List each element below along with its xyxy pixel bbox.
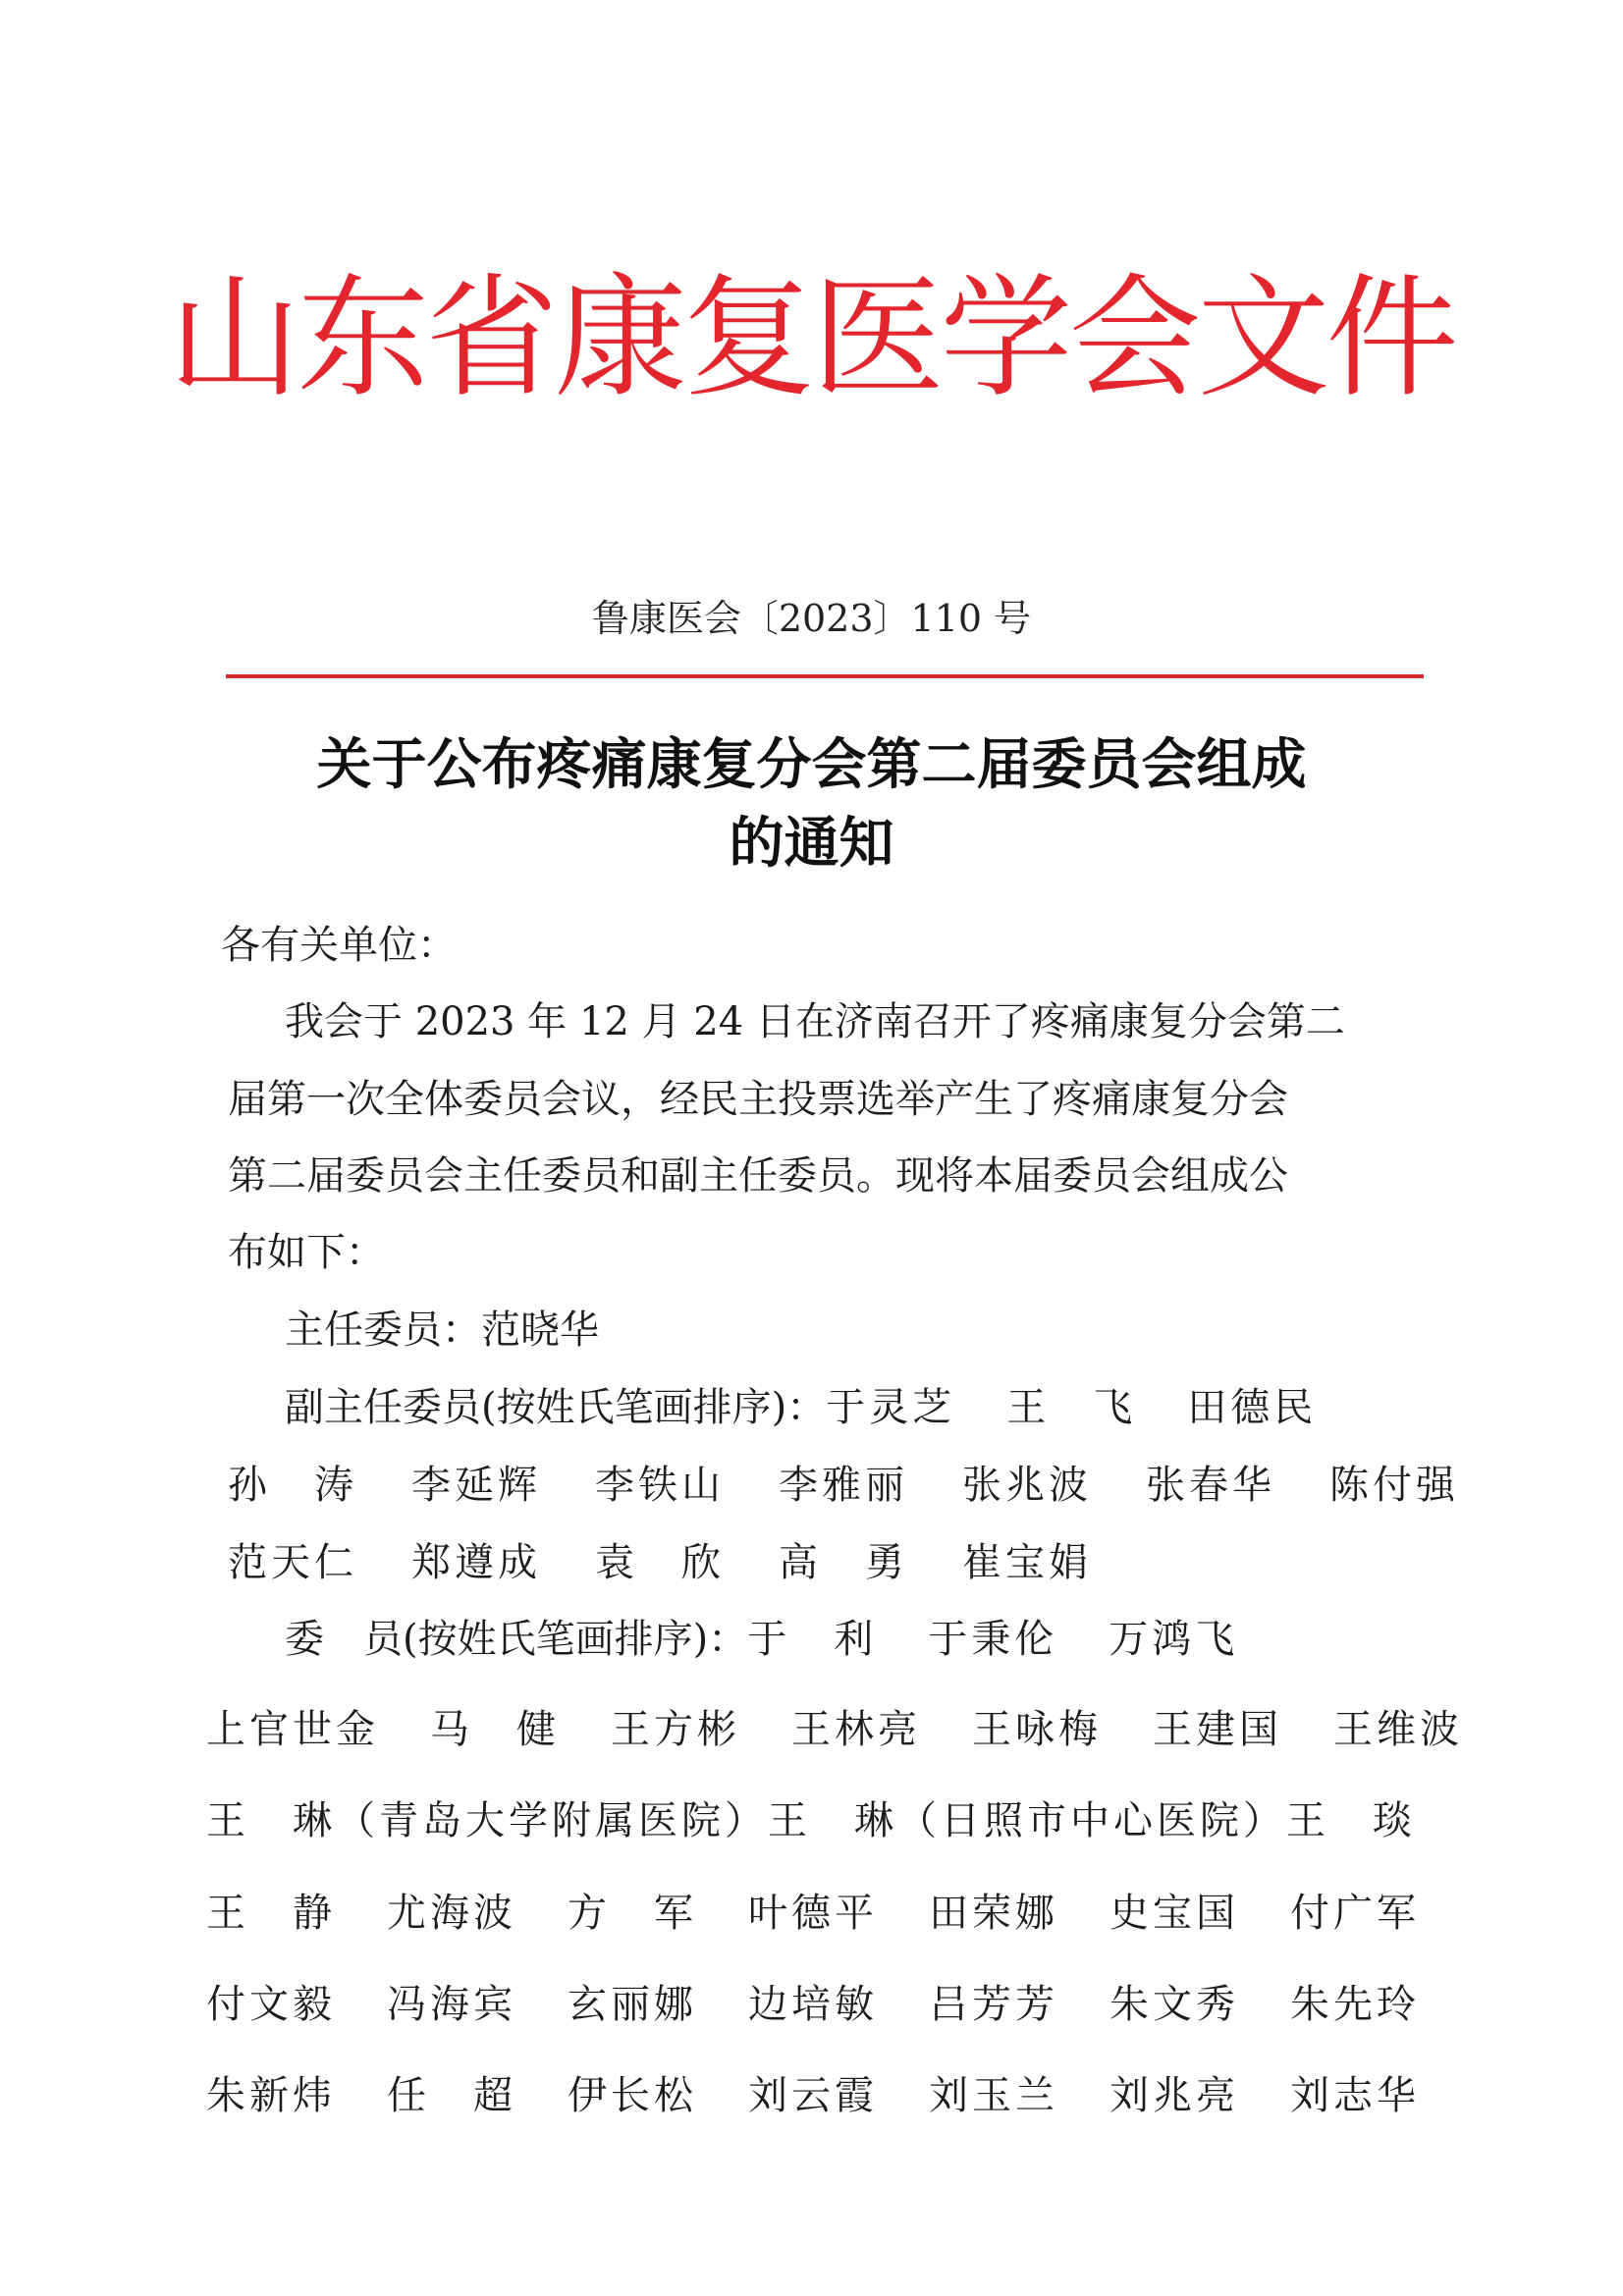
- document-masthead: 山东省康复医学会文件: [168, 261, 1455, 415]
- members-row: [206, 1791, 1416, 1850]
- body-paragraph-line-1: 我会于 2023 年 12 月 24 日在济南召开了疼痛康复分会第二: [285, 999, 1345, 1044]
- body-paragraph-line-3: 第二届委员会主任委员和副主任委员。现将本届委员会组成公: [228, 1153, 1288, 1199]
- member-name: 王 琰: [1286, 1798, 1416, 1843]
- member-name: 付广军: [1290, 1891, 1420, 1936]
- members-row: [206, 1700, 1514, 1759]
- member-name: 王维波: [1333, 1707, 1463, 1752]
- member-name: 万鸿飞: [1109, 1617, 1239, 1662]
- members-heading-row: [285, 1610, 1289, 1669]
- notice-title: [196, 726, 1427, 883]
- members-row: [206, 1975, 1471, 2034]
- vice-chairs-heading-row: [285, 1378, 1368, 1437]
- member-name: 边培敏: [748, 1982, 878, 2027]
- body-paragraph-line-4: 布如下：: [228, 1230, 385, 1275]
- vice-chair-name: 高 勇: [779, 1540, 908, 1585]
- notice-title-line-2: 的通知: [729, 812, 894, 876]
- notice-title-line-1: 关于公布疼痛康复分会第二届委员会组成: [316, 733, 1307, 797]
- vice-chair-name: 李延辉: [411, 1463, 541, 1508]
- document-number: 鲁康医会〔2023〕110 号: [591, 597, 1032, 640]
- vice-chair-name: 陈付强: [1329, 1463, 1459, 1508]
- member-name: 王 琳（日照市中心医院）: [768, 1798, 1286, 1843]
- members-row: [206, 2066, 1471, 2125]
- red-divider-line: [226, 674, 1424, 678]
- member-name: 伊长松: [568, 2073, 697, 2118]
- member-name: 尤海波: [387, 1891, 516, 1936]
- member-name: 刘兆亮: [1109, 2073, 1239, 2118]
- vice-chair-name: 李铁山: [595, 1463, 725, 1508]
- vice-chair-name: 张兆波: [962, 1463, 1092, 1508]
- member-name: 王方彬: [611, 1707, 740, 1752]
- member-name: 刘志华: [1290, 2073, 1420, 2118]
- member-name: 朱文秀: [1109, 1982, 1239, 2027]
- member-name: 史宝国: [1109, 1891, 1239, 1936]
- member-name: 于秉伦: [928, 1617, 1058, 1662]
- member-name: 王 琳（青岛大学附属医院）: [206, 1798, 768, 1843]
- member-name: 田荣娜: [929, 1891, 1058, 1936]
- body-paragraph-line-2: 届第一次全体委员会议，经民主投票选举产生了疼痛康复分会: [228, 1077, 1288, 1122]
- vice-chair-name: 王 飞: [1006, 1385, 1137, 1430]
- vice-chair-name: 田德民: [1187, 1385, 1318, 1430]
- member-name: 王咏梅: [972, 1707, 1102, 1752]
- vice-chair-name: 崔宝娟: [962, 1540, 1092, 1585]
- member-name: 吕芳芳: [929, 1982, 1058, 2027]
- member-name: 刘云霞: [748, 2073, 878, 2118]
- member-name: 玄丽娜: [568, 1982, 697, 2027]
- member-name: 王 静: [206, 1891, 336, 1936]
- member-name: 付文毅: [206, 1982, 336, 2027]
- member-name: 王建国: [1153, 1707, 1282, 1752]
- vice-chair-name: 张春华: [1146, 1463, 1275, 1508]
- member-name: 刘玉兰: [929, 2073, 1058, 2118]
- vice-chair-name: 范天仁: [228, 1540, 357, 1585]
- member-name: 朱先玲: [1290, 1982, 1420, 2027]
- member-name: 方 军: [568, 1891, 697, 1936]
- member-name: 马 健: [430, 1707, 560, 1752]
- vice-chair-name: 孙 涛: [228, 1463, 357, 1508]
- vice-chair-name: 郑遵成: [411, 1540, 541, 1585]
- members-label: 委 员(按姓氏笔画排序)：: [285, 1617, 748, 1662]
- member-name: 上官世金: [206, 1707, 379, 1752]
- vice-chair-name: 李雅丽: [779, 1463, 908, 1508]
- member-name: 于 利: [747, 1617, 878, 1662]
- vice-chair-name: 袁 欣: [595, 1540, 725, 1585]
- member-name: 冯海宾: [387, 1982, 516, 2027]
- member-name: 任 超: [387, 2073, 516, 2118]
- member-name: 叶德平: [748, 1891, 878, 1936]
- member-name: 朱新炜: [206, 2073, 336, 2118]
- vice-chairs-label: 副主任委员(按姓氏笔画排序)：: [285, 1385, 827, 1430]
- chair-line: 主任委员：范晓华: [285, 1308, 599, 1353]
- vice-chair-name: 于灵芝: [826, 1385, 956, 1430]
- vice-chairs-row: [228, 1533, 1146, 1592]
- vice-chairs-row: [228, 1456, 1513, 1515]
- salutation: 各有关单位：: [221, 923, 457, 968]
- member-name: 王林亮: [791, 1707, 921, 1752]
- members-row: [206, 1884, 1471, 1943]
